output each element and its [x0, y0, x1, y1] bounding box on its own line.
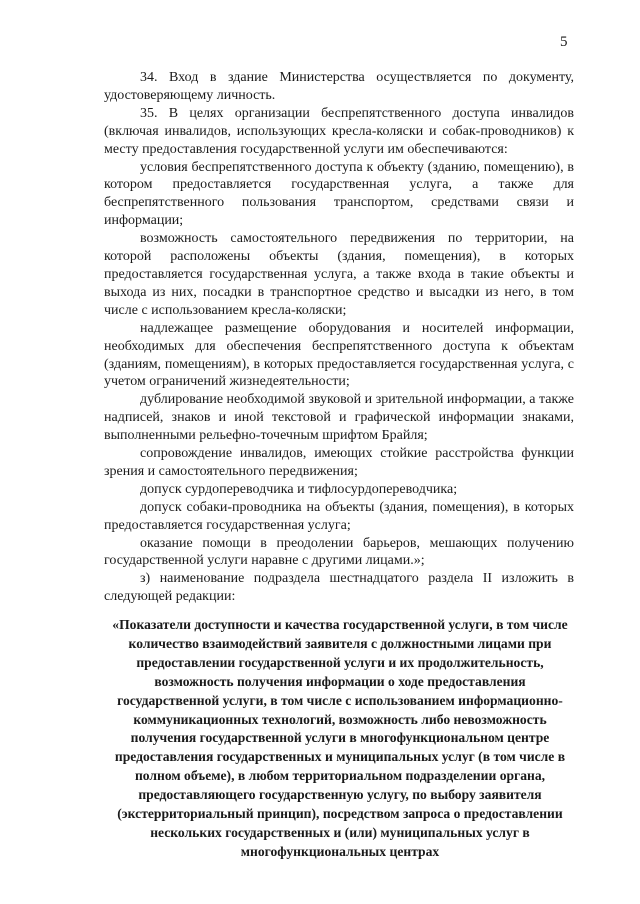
list-item-duplication: дублирование необходимой звуковой и зрительной информации, а также надписей, знаков и иной текстовой и графической информации знаками, выполненными рельефно-точечным шрифтом Брайля; [104, 392, 574, 444]
list-item-accompaniment: сопровождение инвалидов, имеющих стойкие расстройства функции зрения и самостоятельного передвижения; [104, 446, 574, 479]
list-item-equipment-placement: надлежащее размещение оборудования и носителей информации, необходимых для обеспечения беспрепятственного доступа к объектам (зданиям, помещениям), в которых предоставляется государственная услуга, с учетом ограничений жизнедеятельности; [104, 320, 574, 390]
list-item-movement: возможность самостоятельного передвижения по территории, на которой расположены объекты (здания, помещения), в которых предоставляется государственная услуга, а также входа в такие объекты и выхода из них, посадки в транспортное средство и высадки из него, в том числе с использованием кресла-коляски; [104, 231, 574, 318]
list-item-sign-interpreter: допуск сурдопереводчика и тифлосурдопереводчика; [140, 481, 458, 497]
paragraph-35: 35. В целях организации беспрепятственного доступа инвалидов (включая инвалидов, использующих кресла-коляски и собак-проводников) к месту предоставления государственной услуги им обеспечиваются: [104, 105, 574, 157]
list-item-access-conditions: условия беспрепятственного доступа к объекту (зданию, помещению), в котором предоставляется государственная услуга, а также для беспрепятственного пользования транспортом, средствами связи и информации; [104, 159, 574, 229]
paragraph-34: 34. Вход в здание Министерства осуществляется по документу, удостоверяющему личность. [104, 70, 574, 103]
page-number: 5 [560, 34, 568, 50]
subsection-heading: «Показатели доступности и качества государственной услуги, в том числе количество взаимодействий заявителя с должностными лицами при предоставлении государственной услуги и их продолжительность, возможность получения информации о ходе предоставления государственной услуги, в том числе с использованием информационно-коммуникационных технологий, возможность либо невозможность получения государственной услуги в многофункциональном центре предоставления государственных и муниципальных услуг (в том числе в полном объеме), в любом территориальном подразделении органа, предоставляющего государственную услугу, по выбору заявителя (экстерриториальный принцип), посредством запроса о предоставлении нескольких государственных и (или) муниципальных услуг в многофункциональных центрах [112, 617, 568, 859]
list-item-guide-dog: допуск собаки-проводника на объекты (здания, помещения), в которых предоставляется государственная услуга; [104, 499, 574, 533]
paragraph-subsection-z: з) наименование подраздела шестнадцатого раздела II изложить в следующей редакции: [104, 571, 574, 605]
list-item-barrier-help: оказание помощи в преодолении барьеров, мешающих получению государственной услуги наравне с другими лицами.»; [104, 535, 574, 569]
document-body [104, 69, 574, 606]
